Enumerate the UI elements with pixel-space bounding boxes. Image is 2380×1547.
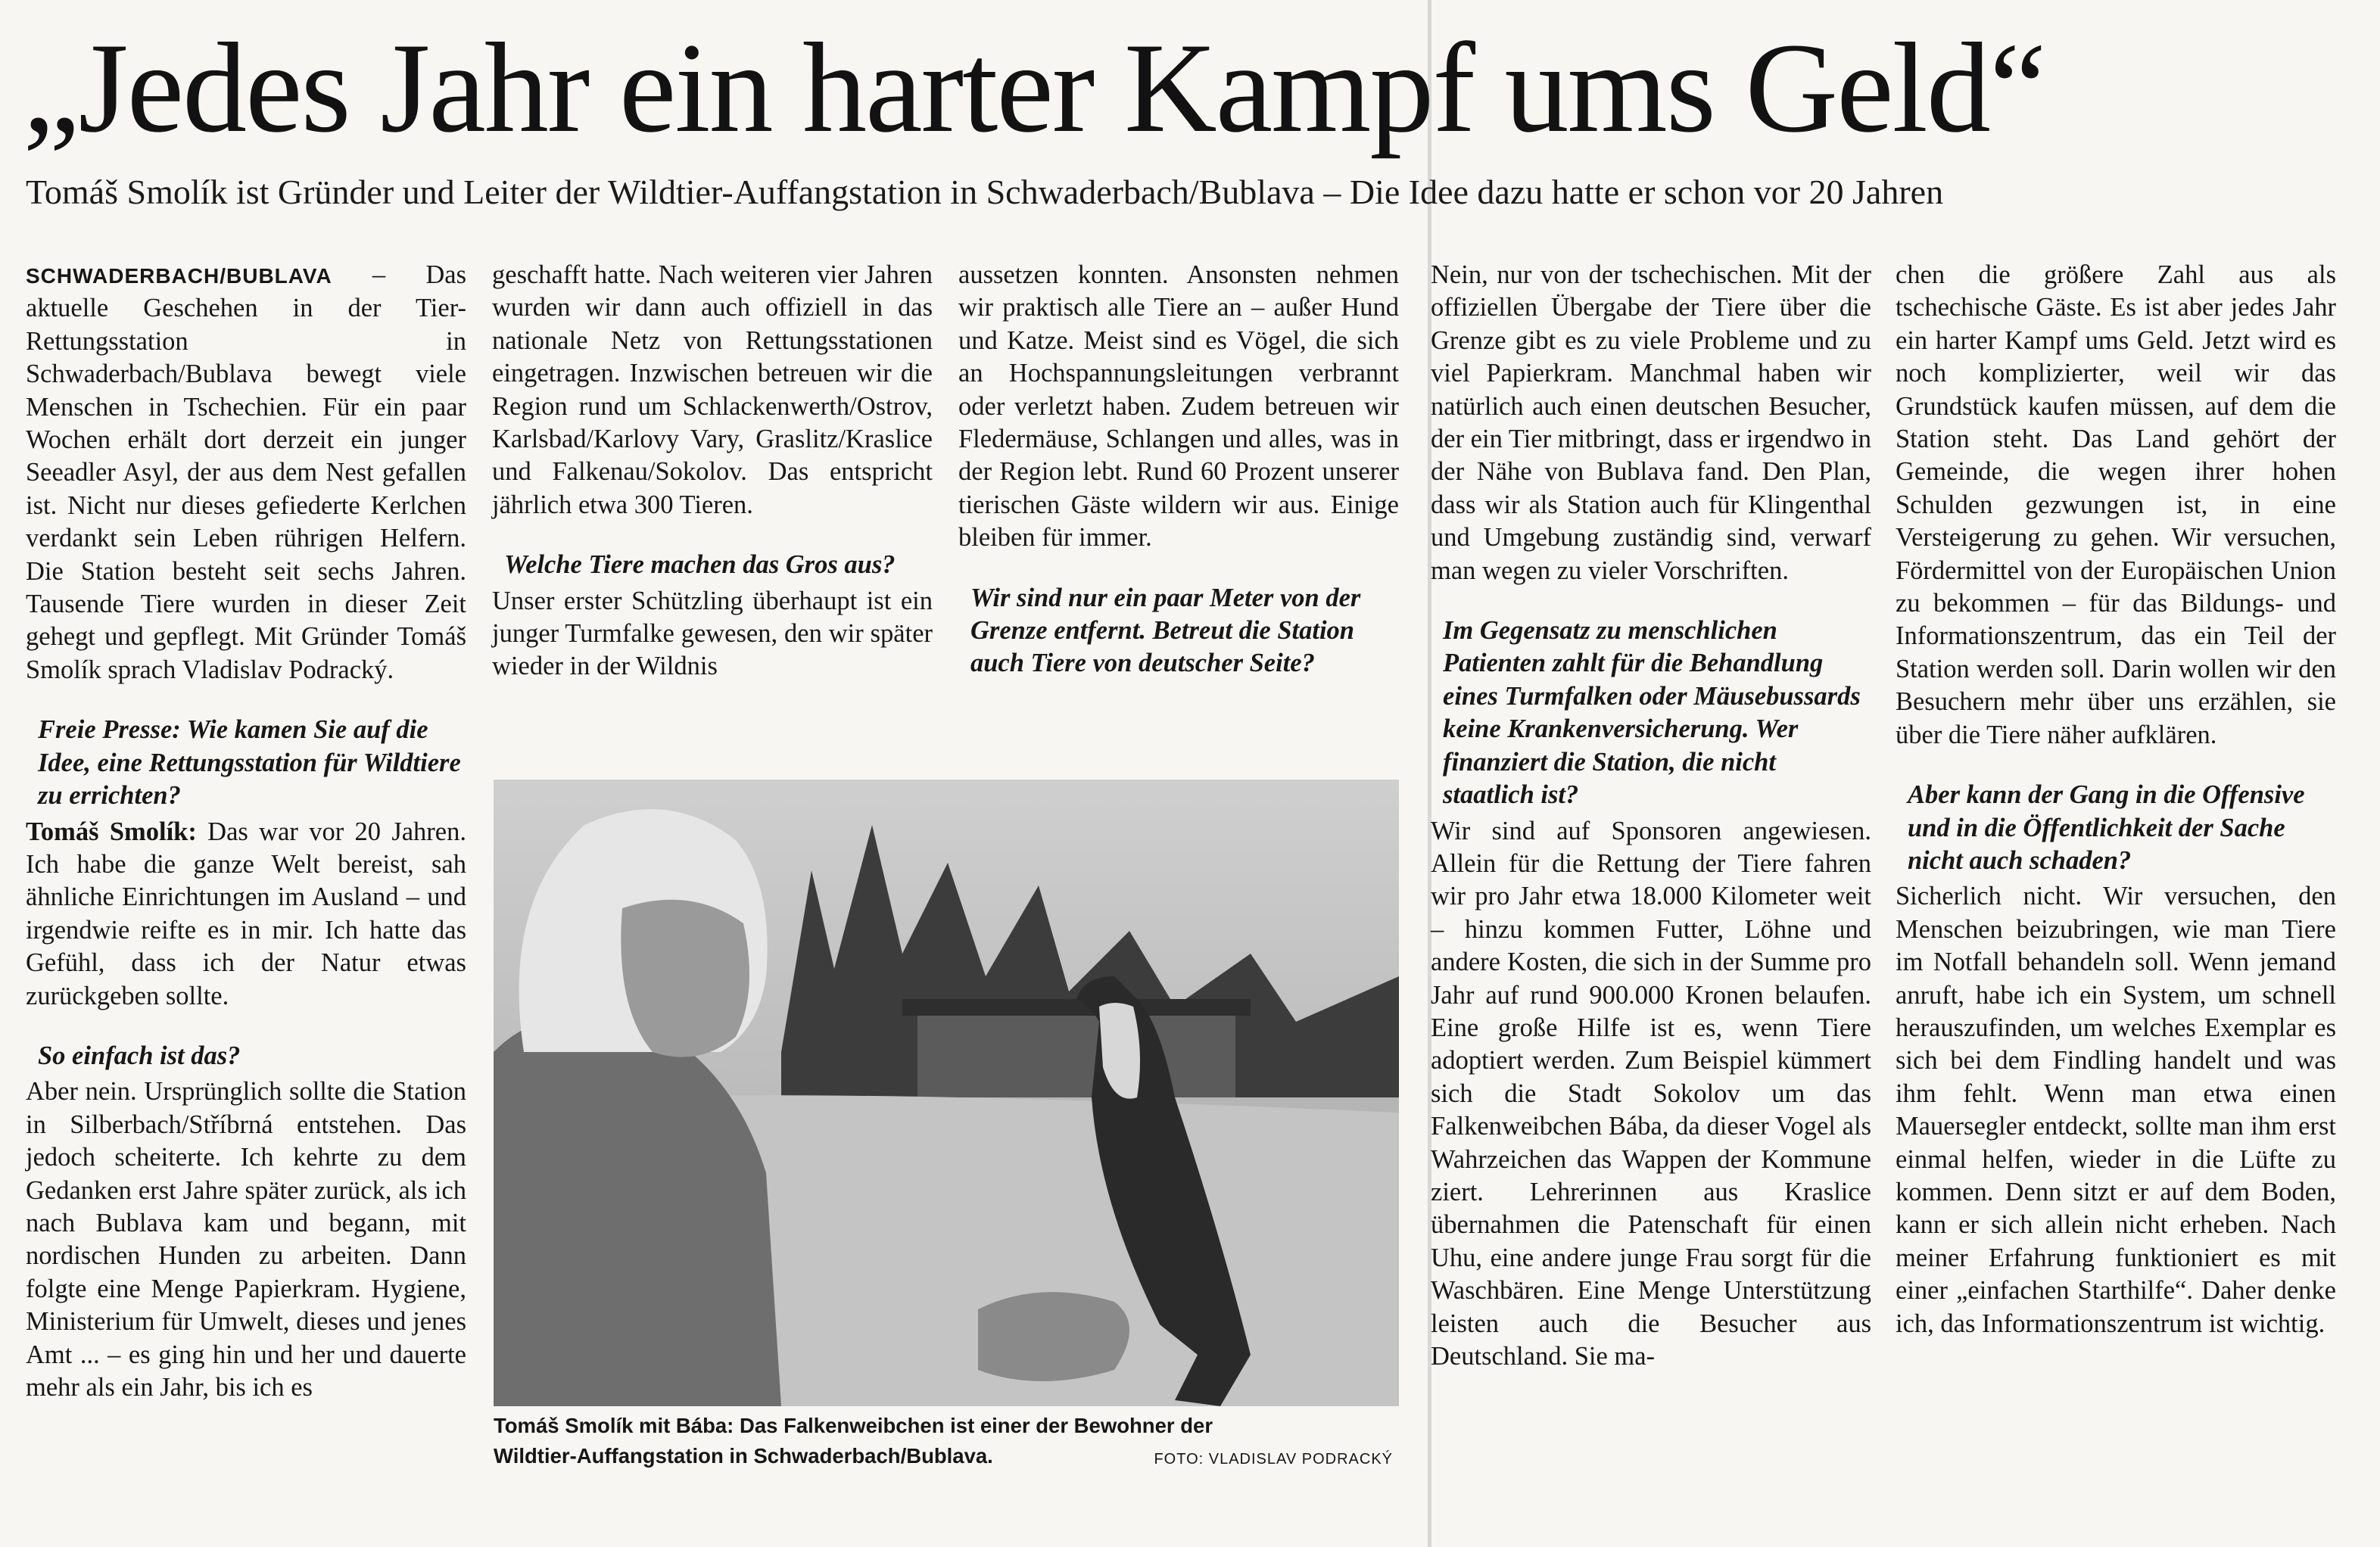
lead-paragraph [26, 259, 466, 686]
speaker-name: Tomáš Smolík: [26, 817, 197, 846]
subtitle: Tomáš Smolík ist Gründer und Leiter der Wildtier-Auffangstation in Schwaderbach/Bublava – Die Idee dazu hatte er schon vor 20 Jahren [26, 173, 1944, 211]
article-column-1 [26, 259, 466, 1404]
question-4: Wir sind nur ein paar Meter von der Grenze entfernt. Betreut die Station auch Tiere von deutscher Seite? [970, 583, 1361, 678]
column-3-text: aussetzen konnten. Ansonsten nehmen wir praktisch alle Tiere an – außer Hund und Katze. Meist sind es Vögel, die sich an Hochspannungsleitungen verbrannt oder verletzt haben. Zudem betreuen wir Fledermäuse, Schlangen und alles, was in der Region lebt. Rund 60 Prozent unserer tierischen Gäste wildern wir aus. Einige bleiben für immer. [958, 260, 1399, 552]
article-column-5 [1896, 259, 2336, 1340]
answer-3: Unser erster Schützling überhaupt ist ein junger Turmfalke gewesen, den wir später wieder in der Wildnis [492, 586, 933, 681]
article-photo [494, 780, 1399, 1406]
question-1: Freie Presse: Wie kamen Sie auf die Idee, eine Rettungsstation für Wildtiere zu errichten? [38, 715, 461, 811]
answer-6: Sicherlich nicht. Wir versuchen, den Menschen beizubringen, wie man Tiere im Notfall behandeln soll. Wenn jemand anruft, habe ich ein System, um schnell herauszufinden, um welches Exemplar es sich bei dem Findling handelt und was ihm fehlt. Wenn man etwa einen Mauersegler entdeckt, sollte man ihm erst einmal helfen, wieder in die Lüfte zu kommen. Denn sitzt er auf dem Boden, kann er sich allein nicht erheben. Nach meiner Erfahrung funktioniert es mit einer „einfachen Starthilfe“. Daher denke ich, das Informationszentrum ist wichtig. [1896, 882, 2336, 1338]
caption-line-2: Wildtier-Auffangstation in Schwaderbach/Bublava. [494, 1444, 993, 1468]
answer-2: Aber nein. Ursprünglich sollte die Station in Silberbach/Stříbrná entstehen. Das jedoch scheiterte. Ich kehrte zu dem Gedanken erst Jahre später zurück, als ich nach Bublava kam und begann, mit nordischen Hunden zu arbeiten. Dann folgte eine Menge Papierkram. Hygiene, Ministerium für Umwelt, dieses und jenes Amt ... – es ging hin und her und dauerte mehr als ein Jahr, bis ich es [26, 1077, 466, 1402]
answer-1-text: Das war vor 20 Jahren. Ich habe die ganze Welt bereist, sah ähnliche Einrichtungen im Ausland – und irgendwie reifte es in mir. Ich hatte das Gefühl, dass ich der Natur etwas zurückgeben sollte. [26, 817, 466, 1010]
question-6: Aber kann der Gang in die Offensive und in die Öffentlichkeit der Sache nicht auch schaden? [1908, 780, 2305, 875]
caption-line-1: Tomáš Smolík mit Bába: Das Falkenweibchen ist einer der Bewohner der [494, 1414, 1213, 1437]
article-column-2 [492, 259, 933, 683]
dateline: SCHWADERBACH/BUBLAVA [26, 264, 332, 288]
lead-text: – Das aktuelle Geschehen in der Tier-Rettungsstation in Schwaderbach/Bublava bewegt viele Menschen in Tschechien. Für ein paar Wochen erhält dort derzeit ein junger Seeadler Asyl, der aus dem Nest gefallen ist. Nicht nur dieses gefiederte Kerlchen verdankt sein Leben rührigen Helfern. Die Station besteht seit sechs Jahren. Tausende Tiere wurden in dieser Zeit gehegt und gepflegt. Mit Gründer Tomáš Smolík sprach Vladislav Podracký. [26, 260, 466, 684]
question-2: So einfach ist das? [38, 1041, 241, 1070]
answer-1 [26, 816, 466, 1013]
column-5-text: chen die größere Zahl aus als tschechische Gäste. Es ist aber jedes Jahr ein harter Kampf ums Geld. Jetzt wird es noch komplizierter, weil wir das Grundstück kaufen müssen, auf dem die Station steht. Das Land gehört der Gemeinde, die wegen ihrer hohen Schulden gezwungen ist, in eine Versteigerung zu gehen. Wir versuchen, Fördermittel von der Europäischen Union zu bekommen – für das Bildungs- und Informationszentrum, das ein Teil der Station werden soll. Darin wollen wir den Besuchern mehr über uns erzählen, sie über die Tiere näher aufklären. [1896, 260, 2336, 749]
article-column-4 [1431, 259, 1871, 1373]
falconer-photo-illustration [494, 780, 1399, 1406]
headline: „Jedes Jahr ein harter Kampf ums Geld“ [23, 17, 2045, 159]
question-5: Im Gegensatz zu menschlichen Patienten zahlt für die Behandlung eines Turmfalken oder Mäusebussards keine Krankenversicherung. Wer finanziert die Station, die nicht staatlich ist? [1443, 616, 1861, 810]
answer-5: Wir sind auf Sponsoren angewiesen. Allein für die Rettung der Tiere fahren wir pro Jahr etwa 18.000 Kilometer weit – hinzu kommen Futter, Löhne und andere Kosten, die sich in der Summe pro Jahr auf rund 900.000 Kronen belaufen. Eine große Hilfe ist es, wenn Tiere adoptiert werden. Zum Beispiel kümmert sich die Stadt Sokolov um das Falkenweibchen Bába, da dieser Vogel als Wahrzeichen das Wappen der Kommune ziert. Lehrerinnen aus Kraslice übernahmen die Patenschaft für einen Uhu, eine andere junge Frau sorgt für die Waschbären. Eine Menge Unterstützung leisten auch die Besucher aus Deutschland. Sie ma- [1431, 816, 1871, 1371]
column-4-text: Nein, nur von der tschechischen. Mit der offiziellen Übergabe der Tiere über die Grenze gibt es zu viele Probleme und zu viel Papierkram. Manchmal haben wir natürlich auch einen deutschen Besucher, der ein Tier mitbringt, dass er irgendwo in der Nähe von Bublava fand. Den Plan, dass wir als Station auch für Klingenthal und Umgebung zuständig sind, verwarf man wegen zu vieler Vorschriften. [1431, 260, 1871, 585]
column-2-text: geschafft hatte. Nach weiteren vier Jahren wurden wir dann auch offiziell in das nationale Netz von Rettungsstationen eingetragen. Inzwischen betreuen wir die Region rund um Schlackenwerth/Ostrov, Karlsbad/Karlovy Vary, Graslitz/Kraslice und Falkenau/Sokolov. Das entspricht jährlich etwa 300 Tieren. [492, 260, 933, 519]
article-column-3 [958, 259, 1399, 683]
photo-caption [494, 1411, 1399, 1471]
question-3: Welche Tiere machen das Gros aus? [504, 550, 896, 580]
photo-credit: FOTO: VLADISLAV PODRACKÝ [1154, 1451, 1393, 1468]
